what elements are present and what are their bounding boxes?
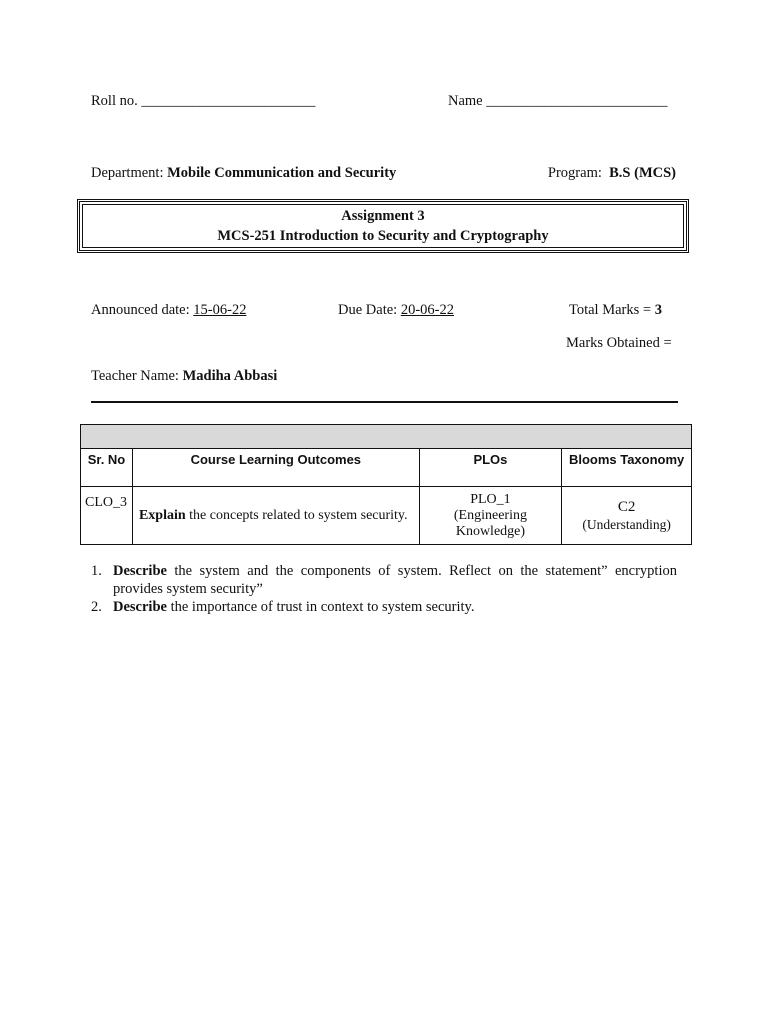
student-name-field [448, 93, 668, 110]
table-header-band [81, 425, 692, 449]
announced-date-field [91, 302, 246, 319]
column-header-blooms: Blooms Taxonomy [562, 449, 692, 487]
outcome-verb: Explain [138, 507, 186, 523]
teacher-name-field [91, 368, 277, 385]
question-verb: Describe [113, 599, 167, 615]
question-list [91, 562, 677, 616]
marks-obtained-label: Marks Obtained = [566, 335, 672, 351]
roll-number-label: Roll no. [91, 93, 138, 109]
cell-blooms: C2 (Understanding) [562, 487, 692, 545]
department-value: Mobile Communication and Security [167, 165, 397, 181]
program-value: B.S (MCS) [609, 165, 676, 181]
horizontal-divider [91, 401, 678, 403]
table-header-row [81, 449, 692, 487]
column-header-sr-no: Sr. No [81, 449, 133, 487]
announced-date-label: Announced date: [91, 302, 190, 318]
teacher-name-value: Madiha Abbasi [182, 368, 278, 384]
roll-number-blank: ________________________ [141, 93, 316, 109]
student-name-blank: _________________________ [486, 93, 668, 109]
assignment-number: Assignment 3 [341, 208, 425, 224]
program-label: Program: [547, 165, 602, 181]
total-marks-value: 3 [654, 302, 662, 318]
question-verb: Describe [113, 563, 167, 579]
list-item: 2. Describe the importance of trust in context to system security. [91, 599, 475, 615]
marks-obtained-field [566, 335, 672, 352]
cell-outcome [132, 487, 419, 545]
total-marks-field [569, 302, 662, 319]
department-label: Department: [91, 165, 164, 181]
total-marks-label: Total Marks = [569, 302, 652, 318]
department-field [91, 165, 396, 182]
course-title: MCS-251 Introduction to Security and Cryptography [217, 228, 549, 244]
due-date-label: Due Date: [338, 302, 398, 318]
cell-plo: PLO_1 (Engineering Knowledge) [419, 487, 562, 545]
column-header-plos: PLOs [419, 449, 562, 487]
column-header-clo: Course Learning Outcomes [132, 449, 419, 487]
student-name-label: Name [448, 93, 483, 109]
question-text: the system and the components of system. Reflect on the statement” encryption provides system security” [113, 563, 677, 597]
clo-table [80, 424, 692, 545]
question-text: the importance of trust in context to system security. [170, 599, 475, 615]
assignment-title-box [77, 199, 689, 253]
outcome-text: the concepts related to system security. [189, 507, 408, 523]
table-row [81, 487, 692, 545]
teacher-name-label: Teacher Name: [91, 368, 179, 384]
announced-date-value: 15-06-22 [193, 302, 247, 318]
list-item: 1. Describe the system and the components of system. Reflect on the statement” encryption provides system security” [91, 563, 677, 597]
due-date-value: 20-06-22 [400, 302, 454, 318]
roll-number-field [91, 93, 315, 110]
program-field [548, 165, 676, 182]
due-date-field [338, 302, 454, 319]
cell-sr-no: CLO_3 [81, 487, 133, 545]
